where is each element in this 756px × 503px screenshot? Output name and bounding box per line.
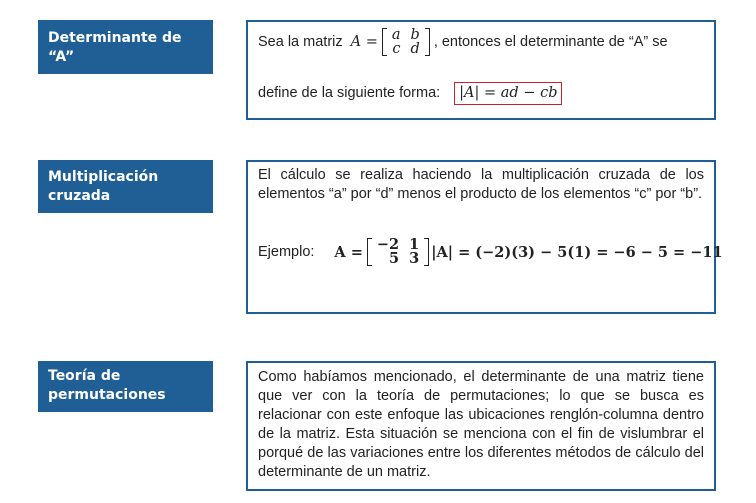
example-line [258,238,723,266]
matrix-cell: 3 [409,250,420,267]
example-label: Ejemplo: [258,243,315,260]
determinant-formula: |A| = ad − cb [454,82,562,105]
section-label-determinante [38,20,213,74]
theory-paragraph: Como habíamos mencionado, el determinante de una matriz tiene que ver con la teoría de permutaciones; lo que se busca es relacionar con este enfoque las ubicaciones renglón-columna dentro de la matriz. Esta situación se menciona con el fin de vislumbrar el porqué de las variaciones entre los diferentes métodos de cálculo del determinante de un matriz. [258,369,704,480]
matrix-cell: b [410,27,420,43]
intro-text: Sea la matriz [258,33,343,50]
after-text: , entonces el determinante de “A” se [433,33,668,50]
define-text: define de la siguiente forma: [258,85,441,101]
matrix-cell: d [410,41,420,57]
section-label-text: Multiplicación cruzada [48,169,159,204]
section-label-teoria [38,361,213,412]
definition-box [246,20,716,120]
matrix-cell: a [391,27,401,43]
section-label-text: Determinante de “A” [48,30,182,65]
example-result: |A| = (−2)(3) − 5(1) = −6 − 5 = −11 [431,243,723,261]
cross-multiplication-box [246,160,723,314]
definition-line-2 [258,82,562,105]
matrix-cell: c [392,41,401,57]
section-label-text: Teoría de permutaciones [48,368,166,403]
matrix-variable: A = [334,243,363,261]
definition-line-1 [258,28,668,56]
matrix-ab-cd [382,28,430,56]
matrix-cell: 5 [389,250,400,267]
matrix-variable: A = [350,33,378,50]
explanation-paragraph: El cálculo se realiza haciendo la multiplicación cruzada de los elementos “a” por “d” menos el producto de los elementos “c” por “b”. [258,167,704,202]
section-label-multiplicacion [38,160,213,213]
matrix-cell: 1 [409,236,420,253]
permutation-theory-box [246,361,716,491]
example-matrix [367,238,429,266]
matrix-cell: −2 [376,236,400,253]
